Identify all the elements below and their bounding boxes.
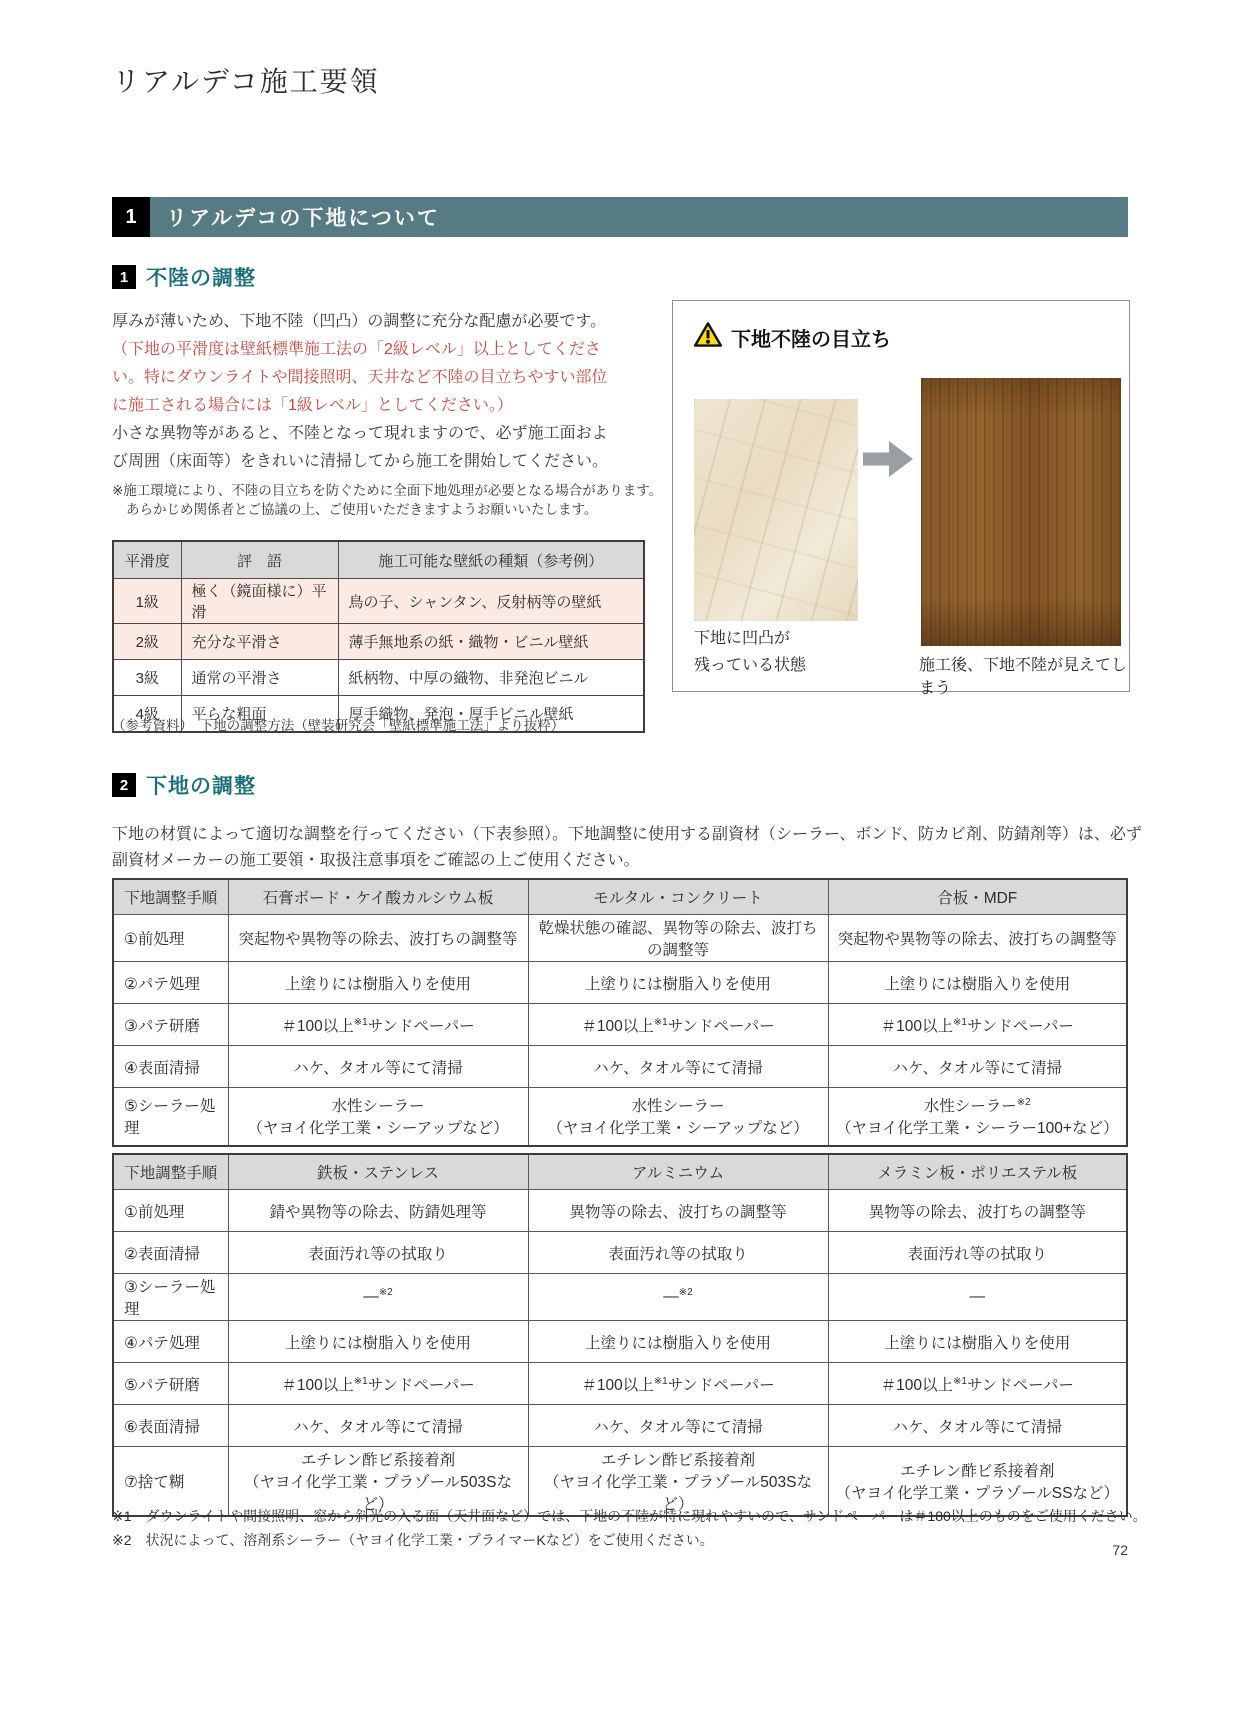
column-header: 下地調整手順 [113, 1154, 228, 1190]
table-header-row [113, 879, 1127, 915]
column-header: 評 語 [181, 541, 338, 579]
figure-box [672, 300, 1130, 697]
subsection-2-heading [112, 770, 256, 800]
paragraph-text: 厚みが薄いため、下地不陸（凹凸）の調整に充分な配慮が必要です。 [112, 313, 607, 330]
table-cell: ハケ、タオル等にて清掃 [528, 1405, 828, 1447]
step-label-cell: ①前処理 [113, 1190, 228, 1232]
table-cell: エチレン酢ビ系接着剤 （ヤヨイ化学工業・プラゾールSSなど） [828, 1447, 1127, 1517]
table-cell: 紙柄物、中厚の織物、非発泡ビニル [338, 660, 644, 696]
table-cell: ＃100以上$^{※1}$サンドペーパー [228, 1004, 528, 1046]
subsection-title: 下地の調整 [146, 775, 256, 798]
table-cell: 上塗りには樹脂入りを使用 [528, 1321, 828, 1363]
table-cell: 乾燥状態の確認、異物等の除去、波打ちの調整等 [528, 915, 828, 962]
table-cell: 異物等の除去、波打ちの調整等 [828, 1190, 1127, 1232]
table-cell: 上塗りには樹脂入りを使用 [228, 962, 528, 1004]
column-header: 下地調整手順 [113, 879, 228, 915]
table-row [113, 962, 1127, 1004]
warning-icon [693, 321, 723, 354]
figure-title [693, 321, 891, 354]
table-cell: —$^{※2}$ [528, 1274, 828, 1321]
page-number: 72 [1112, 1542, 1128, 1558]
table-cell: ＃100以上$^{※1}$サンドペーパー [828, 1363, 1127, 1405]
footnote-2: ※2 状況によって、溶剤系シーラー（ヤヨイ化学工業・プライマーKなど）をご使用ください。 [112, 1532, 714, 1548]
step-label-cell: ①前処理 [113, 915, 228, 962]
table-row [113, 1088, 1127, 1146]
section-banner [112, 197, 1128, 237]
figure-caption-left [694, 625, 806, 679]
step-label-cell: ④パテ処理 [113, 1321, 228, 1363]
column-header: 施工可能な壁紙の種類（参考例） [338, 541, 644, 579]
table-cell: ハケ、タオル等にて清掃 [828, 1405, 1127, 1447]
table-cell: 水性シーラー$^{※2}$ （ヤヨイ化学工業・シーラー100+など） [828, 1088, 1127, 1146]
table-cell: 異物等の除去、波打ちの調整等 [528, 1190, 828, 1232]
step-label-cell: ⑥表面清掃 [113, 1405, 228, 1447]
step-label-cell: ③パテ研磨 [113, 1004, 228, 1046]
subsection-number-badge: 1 [112, 265, 136, 289]
table-cell: 上塗りには樹脂入りを使用 [228, 1321, 528, 1363]
table-cell: — [828, 1274, 1127, 1321]
table-row [113, 1004, 1127, 1046]
figure-caption-right: 施工後、下地不陸が見えてしまう [919, 657, 1128, 697]
page-title: リアルデコ施工要領 [112, 66, 380, 97]
table-row [113, 1190, 1127, 1232]
red-warning-text: （下地の平滑度は壁紙標準施工法の「2級レベル」以上としてください。特にダウンライトや間接照明、天井など不陸の目立ちやすい部位に施工される場合には「1級レベル」としてください。） [112, 341, 608, 414]
column-header: 合板・MDF [828, 879, 1127, 915]
table-row [113, 579, 644, 624]
table-cell: 水性シーラー （ヤヨイ化学工業・シーアップなど） [528, 1088, 828, 1146]
grade-table [112, 540, 645, 733]
table-cell: ハケ、タオル等にて清掃 [828, 1046, 1127, 1088]
table-cell: 通常の平滑さ [181, 660, 338, 696]
table-cell: 厚手織物、発泡・厚手ビニル壁紙 [338, 696, 644, 733]
plaster-substrate-image [694, 399, 858, 621]
note-line: あらかじめ関係者とご協議の上、ご使用いただきますようお願いいたします。 [126, 502, 598, 517]
table-cell: 上塗りには樹脂入りを使用 [828, 962, 1127, 1004]
substrate-table-2 [112, 1153, 1128, 1517]
column-header: 平滑度 [113, 541, 181, 579]
table-row [113, 1046, 1127, 1088]
table-cell: 充分な平滑さ [181, 624, 338, 660]
body-paragraph [112, 308, 614, 476]
table-cell: 1級 [113, 579, 181, 624]
table-row [113, 1274, 1127, 1321]
table-cell: 2級 [113, 624, 181, 660]
table-cell: エチレン酢ビ系接着剤 （ヤヨイ化学工業・プラゾール503Sなど） [528, 1447, 828, 1517]
table-cell: ＃100以上$^{※1}$サンドペーパー [528, 1363, 828, 1405]
section-number-badge: 1 [112, 197, 150, 237]
table-header-row [113, 1154, 1127, 1190]
step-label-cell: ⑤パテ研磨 [113, 1363, 228, 1405]
column-header: 石膏ボード・ケイ酸カルシウム板 [228, 879, 528, 915]
table-cell: 鳥の子、シャンタン、反射柄等の壁紙 [338, 579, 644, 624]
step-label-cell: ②表面清掃 [113, 1232, 228, 1274]
table-cell: 極く（鏡面様に）平滑 [181, 579, 338, 624]
table-cell: 表面汚れ等の拭取り [528, 1232, 828, 1274]
table-cell: エチレン酢ビ系接着剤 （ヤヨイ化学工業・プラゾール503Sなど） [228, 1447, 528, 1517]
table-cell: 突起物や異物等の除去、波打ちの調整等 [828, 915, 1127, 962]
note-line: ※施工環境により、不陸の目立ちを防ぐために全面下地処理が必要となる場合があります。 [112, 483, 663, 498]
table-cell: 水性シーラー （ヤヨイ化学工業・シーアップなど） [228, 1088, 528, 1146]
table-cell: ＃100以上$^{※1}$サンドペーパー [828, 1004, 1127, 1046]
step-label-cell: ③シーラー処理 [113, 1274, 228, 1321]
table-row [113, 1321, 1127, 1363]
substrate-table-1 [112, 878, 1128, 1147]
step-label-cell: ④表面清掃 [113, 1046, 228, 1088]
table-cell: 3級 [113, 660, 181, 696]
wood-finish-image [921, 378, 1121, 646]
step-label-cell: ⑤シーラー処理 [113, 1088, 228, 1146]
table-cell: 錆や異物等の除去、防錆処理等 [228, 1190, 528, 1232]
table-cell: 4級 [113, 696, 181, 733]
footnote-1: ※1 ダウンライトや間接照明、窓から斜光の入る面（天井面など）では、下地の不陸が特に現れやすいので、サンドペーパーは＃180以上のものをご使用ください。 [112, 1508, 1147, 1524]
table-cell: 上塗りには樹脂入りを使用 [828, 1321, 1127, 1363]
table-cell: ハケ、タオル等にて清掃 [228, 1046, 528, 1088]
table-row [113, 624, 644, 660]
arrow-right-icon [863, 441, 913, 477]
table-cell: —$^{※2}$ [228, 1274, 528, 1321]
table-cell: ハケ、タオル等にて清掃 [528, 1046, 828, 1088]
table-cell: ＃100以上$^{※1}$サンドペーパー [528, 1004, 828, 1046]
column-header: モルタル・コンクリート [528, 879, 828, 915]
table-row [113, 1363, 1127, 1405]
paragraph-text: 小さな異物等があると、不陸となって現れますので、必ず施工面および周囲（床面等）をきれいに清掃してから施工を開始してください。 [112, 425, 609, 470]
table-cell: 表面汚れ等の拭取り [228, 1232, 528, 1274]
asterisk-note [112, 481, 662, 519]
table-row [113, 660, 644, 696]
subsection-1-heading [112, 262, 256, 292]
table-row [113, 915, 1127, 962]
intro-paragraph: 下地の材質によって適切な調整を行ってください（下表参照）。下地調整に使用する副資材（シーラー、ボンド、防カビ剤、防錆剤等）は、必ず副資材メーカーの施工要領・取扱注意事項をご確認の上ご使用ください。 [112, 826, 1142, 869]
step-label-cell: ⑦捨て糊 [113, 1447, 228, 1517]
caption-line: 下地に凹凸が [694, 630, 791, 647]
caption-line: 残っている状態 [694, 657, 807, 674]
step-label-cell: ②パテ処理 [113, 962, 228, 1004]
grade-table-caption: （参考資料） 下地の調整方法（壁装研究会「壁紙標準施工法」より抜粋） [112, 718, 565, 733]
table-cell: 薄手無地系の紙・織物・ビニル壁紙 [338, 624, 644, 660]
table-cell: ハケ、タオル等にて清掃 [228, 1405, 528, 1447]
section-title: リアルデコの下地について [150, 197, 1128, 237]
table-header-row [113, 541, 644, 579]
column-header: アルミニウム [528, 1154, 828, 1190]
table-cell: 平らな粗面 [181, 696, 338, 733]
table-cell: 表面汚れ等の拭取り [828, 1232, 1127, 1274]
table-cell: 上塗りには樹脂入りを使用 [528, 962, 828, 1004]
column-header: メラミン板・ポリエステル板 [828, 1154, 1127, 1190]
table-row [113, 1405, 1127, 1447]
table-cell: ＃100以上$^{※1}$サンドペーパー [228, 1363, 528, 1405]
figure-title-text: 下地不陸の目立ち [731, 329, 891, 351]
subsection-title: 不陸の調整 [146, 267, 256, 290]
subsection-number-badge: 2 [112, 773, 136, 797]
table-cell: 突起物や異物等の除去、波打ちの調整等 [228, 915, 528, 962]
column-header: 鉄板・ステンレス [228, 1154, 528, 1190]
table-row [113, 1232, 1127, 1274]
